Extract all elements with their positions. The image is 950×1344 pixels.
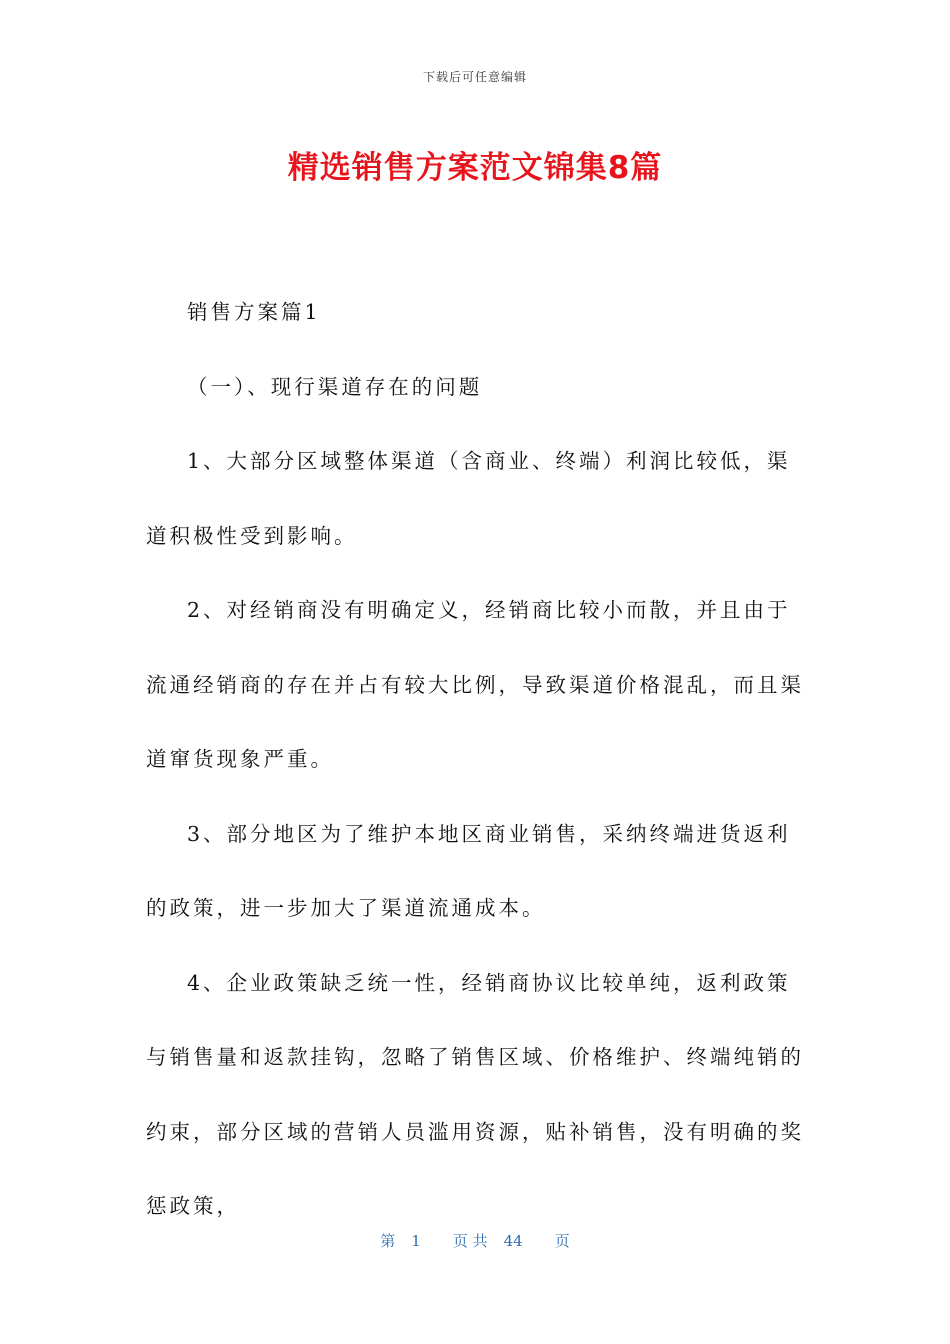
document-title: 精选销售方案范文锦集8篇 [287,150,663,186]
total-pages: 44 [503,1232,523,1250]
footer-mid: 页 共 [452,1232,488,1250]
page-footer [0,1230,950,1251]
current-page-number: 1 [411,1232,421,1250]
section-heading: 销售方案篇1 [187,300,321,324]
paragraph: 2、对经销商没有明确定义，经销商比较小而散，并且由于流通经销商的存在并占有较大比例，导致渠道价格混乱，而且渠道窜货现象严重。 [146,598,804,771]
paragraph: 1、大部分区域整体渠道（含商业、终端）利润比较低，渠道积极性受到影响。 [146,449,791,548]
paragraph: 4、企业政策缺乏统一性，经销商协议比较单纯，返利政策与销售量和返款挂钩，忽略了销售区域、价格维护、终端纯销的约束，部分区域的营销人员滥用资源，贴补销售，没有明确的奖惩政策， [146,970,804,1218]
subsection-heading: （一）、现行渠道存在的问题 [187,374,483,399]
footer-suffix: 页 [554,1232,570,1250]
document-body [146,275,806,1244]
paragraph: 3、部分地区为了维护本地区商业销售，采纳终端进货返利的政策，进一步加大了渠道流通成本。 [146,821,791,920]
header-note: 下载后可任意编辑 [422,70,527,84]
footer-prefix: 第 [380,1232,396,1250]
